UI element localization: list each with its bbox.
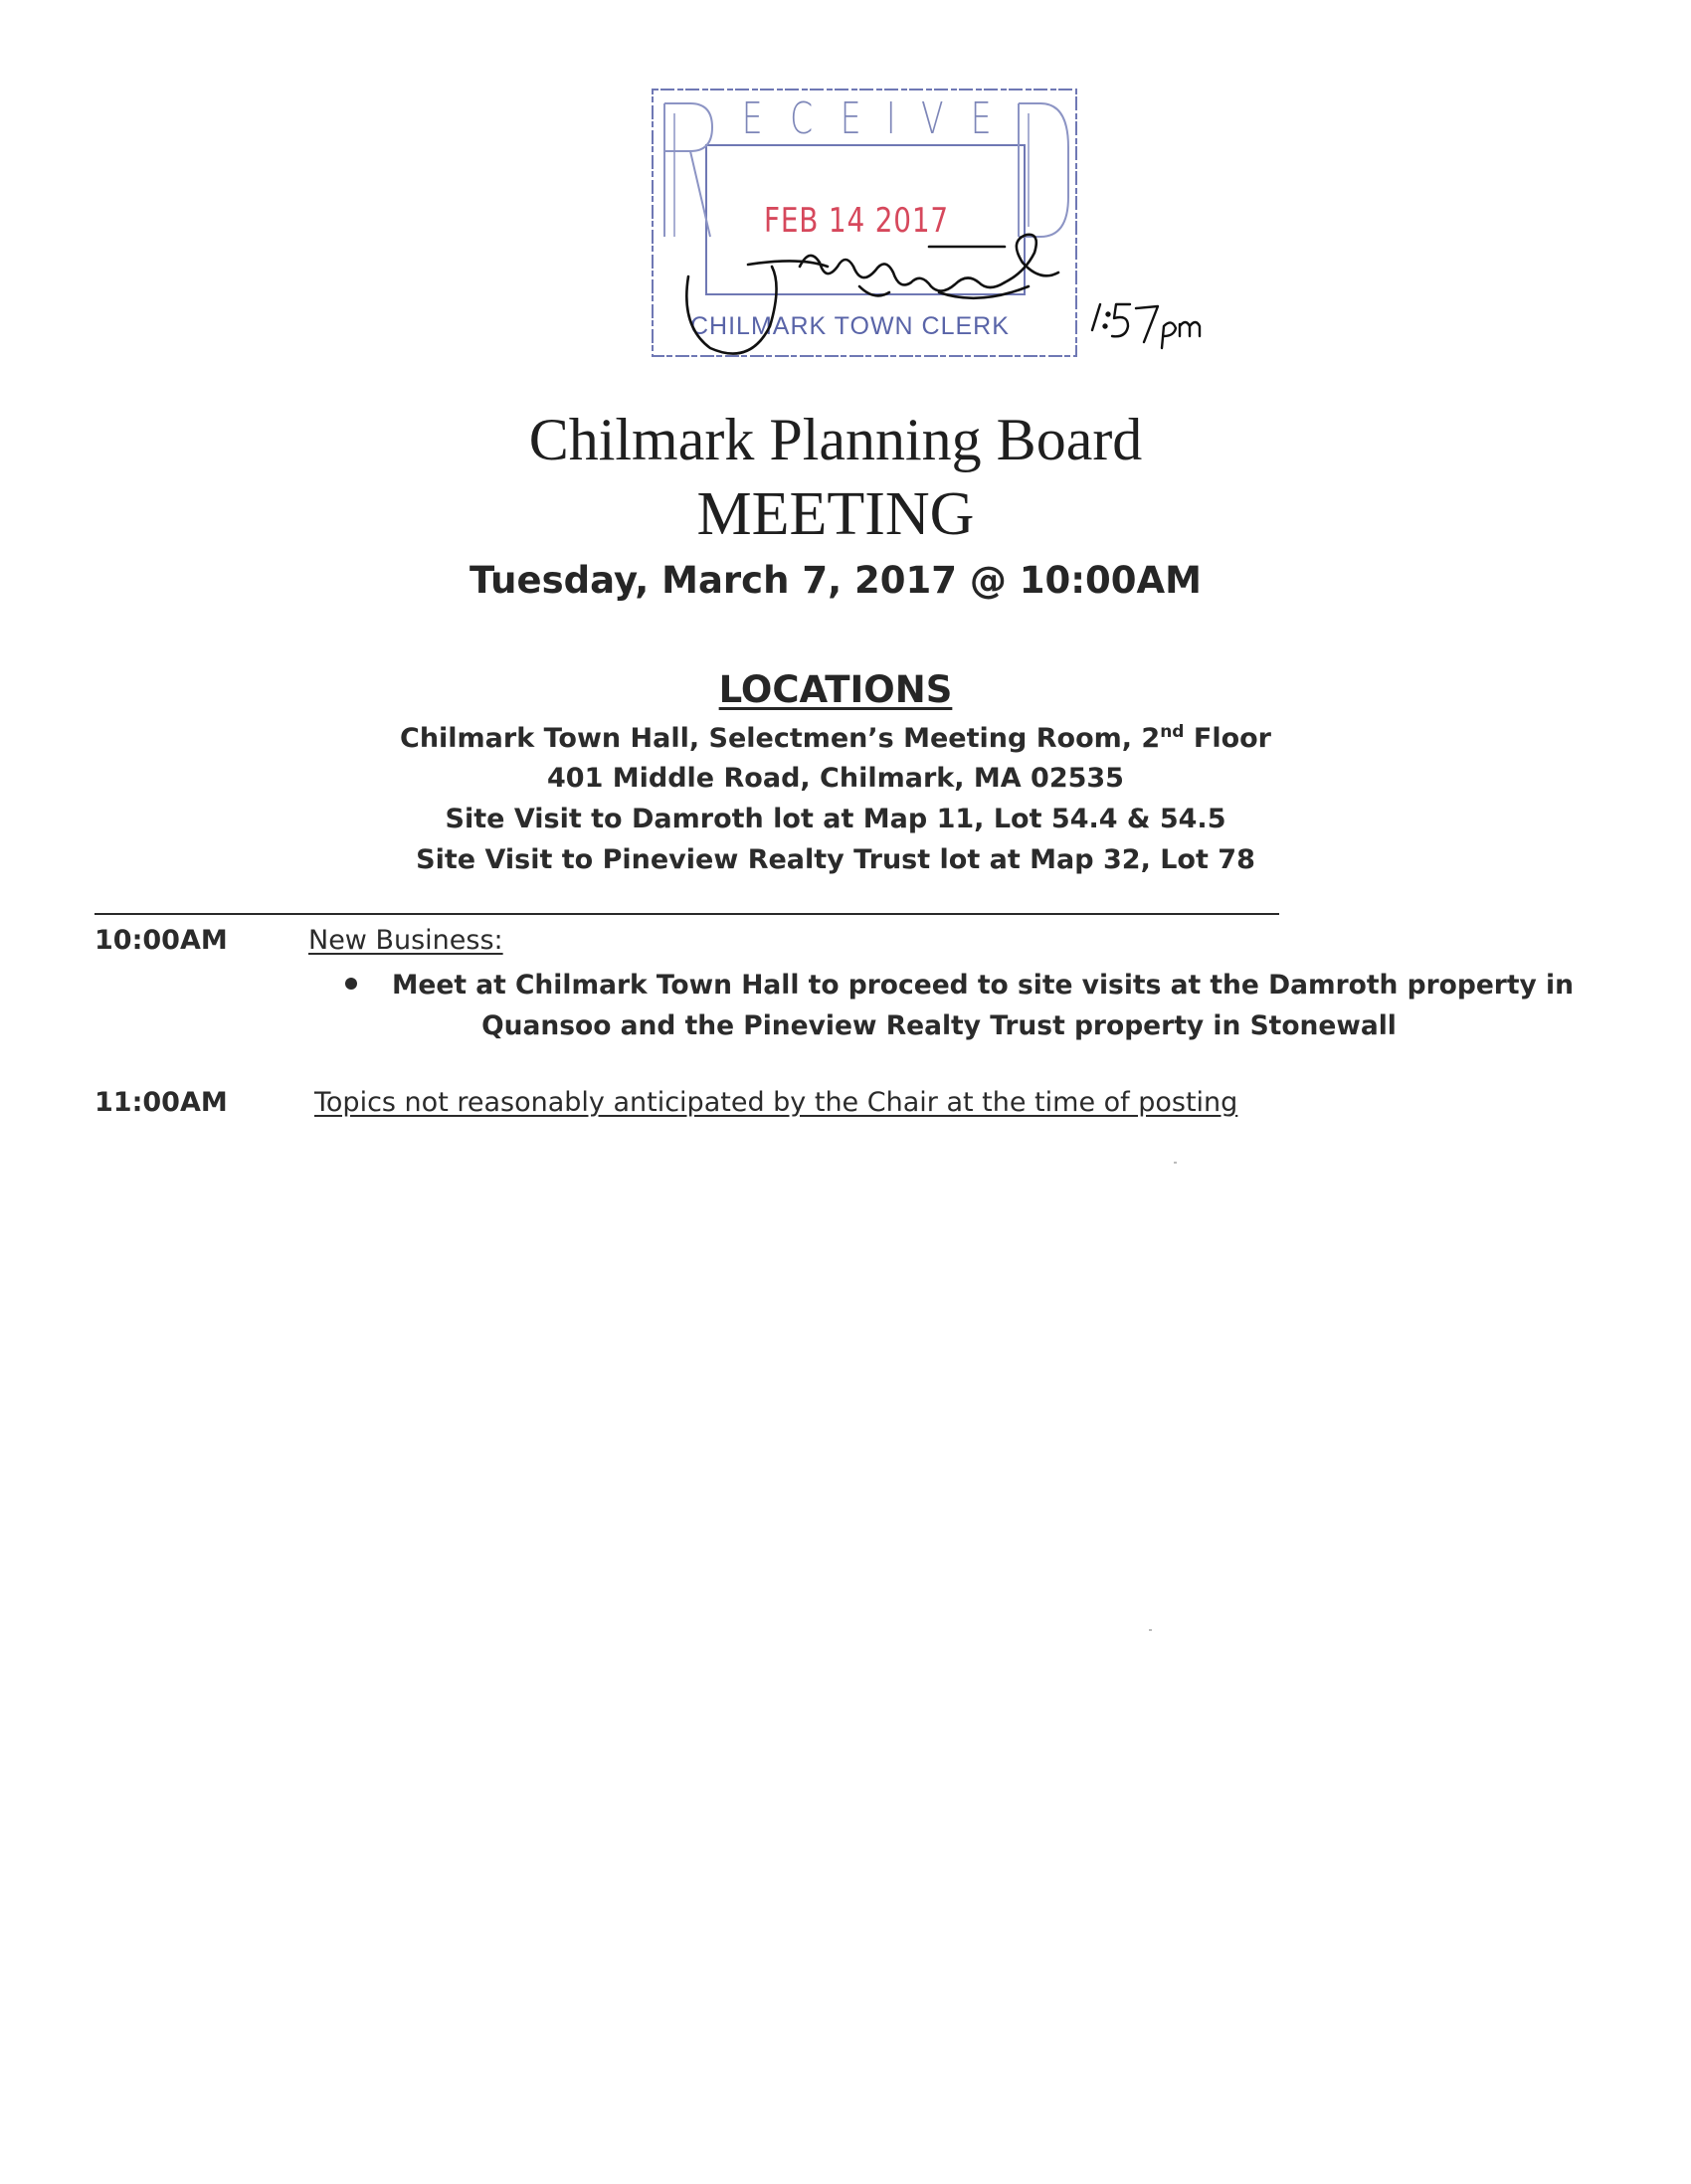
location-text: Floor	[1184, 723, 1271, 754]
stamp-letter: I	[885, 93, 897, 144]
location-text: Chilmark Town Hall, Selectmen’s Meeting Room, 2	[400, 723, 1161, 754]
stamp-clerk-label: CHILMARK TOWN CLERK	[690, 312, 1010, 340]
agenda-bullet	[392, 965, 1574, 1046]
divider	[94, 913, 1279, 915]
locations-heading: LOCATIONS	[718, 668, 953, 711]
agenda-time: 10:00AM	[94, 925, 228, 956]
handwritten-signature	[651, 88, 1208, 386]
scan-speck	[1174, 1162, 1177, 1164]
meeting-date: Tuesday, March 7, 2017 @ 10:00AM	[470, 559, 1202, 602]
scan-speck	[1149, 1629, 1152, 1631]
meeting-title: MEETING	[696, 480, 975, 548]
location-line	[0, 722, 1671, 754]
agenda-bullet-line: Quansoo and the Pineview Realty Trust property in Stonewall	[481, 1010, 1397, 1041]
stamp-letter: E	[741, 93, 765, 144]
location-line: 401 Middle Road, Chilmark, MA 02535	[547, 763, 1124, 794]
board-title: Chilmark Planning Board	[528, 407, 1143, 472]
location-line: Site Visit to Damroth lot at Map 11, Lot 54.4 & 54.5	[445, 804, 1226, 834]
bullet-icon	[345, 978, 357, 990]
stamp-letter: C	[790, 93, 815, 144]
stamp-letter: E	[840, 93, 862, 144]
received-stamp	[651, 88, 1078, 360]
location-line: Site Visit to Pineview Realty Trust lot at Map 32, Lot 78	[416, 844, 1255, 875]
stamp-date: FEB 14 2017	[764, 201, 949, 241]
location-superscript: nd	[1160, 722, 1185, 742]
stamp-letter: V	[920, 93, 946, 144]
agenda-item-title: New Business:	[308, 925, 503, 956]
agenda-bullet-line: Meet at Chilmark Town Hall to proceed to site visits at the Damroth property in	[392, 970, 1574, 1001]
agenda-time: 11:00AM	[94, 1087, 228, 1118]
agenda-item-title: Topics not reasonably anticipated by the Chair at the time of posting	[314, 1087, 1238, 1118]
stamp-letter: E	[970, 93, 994, 144]
